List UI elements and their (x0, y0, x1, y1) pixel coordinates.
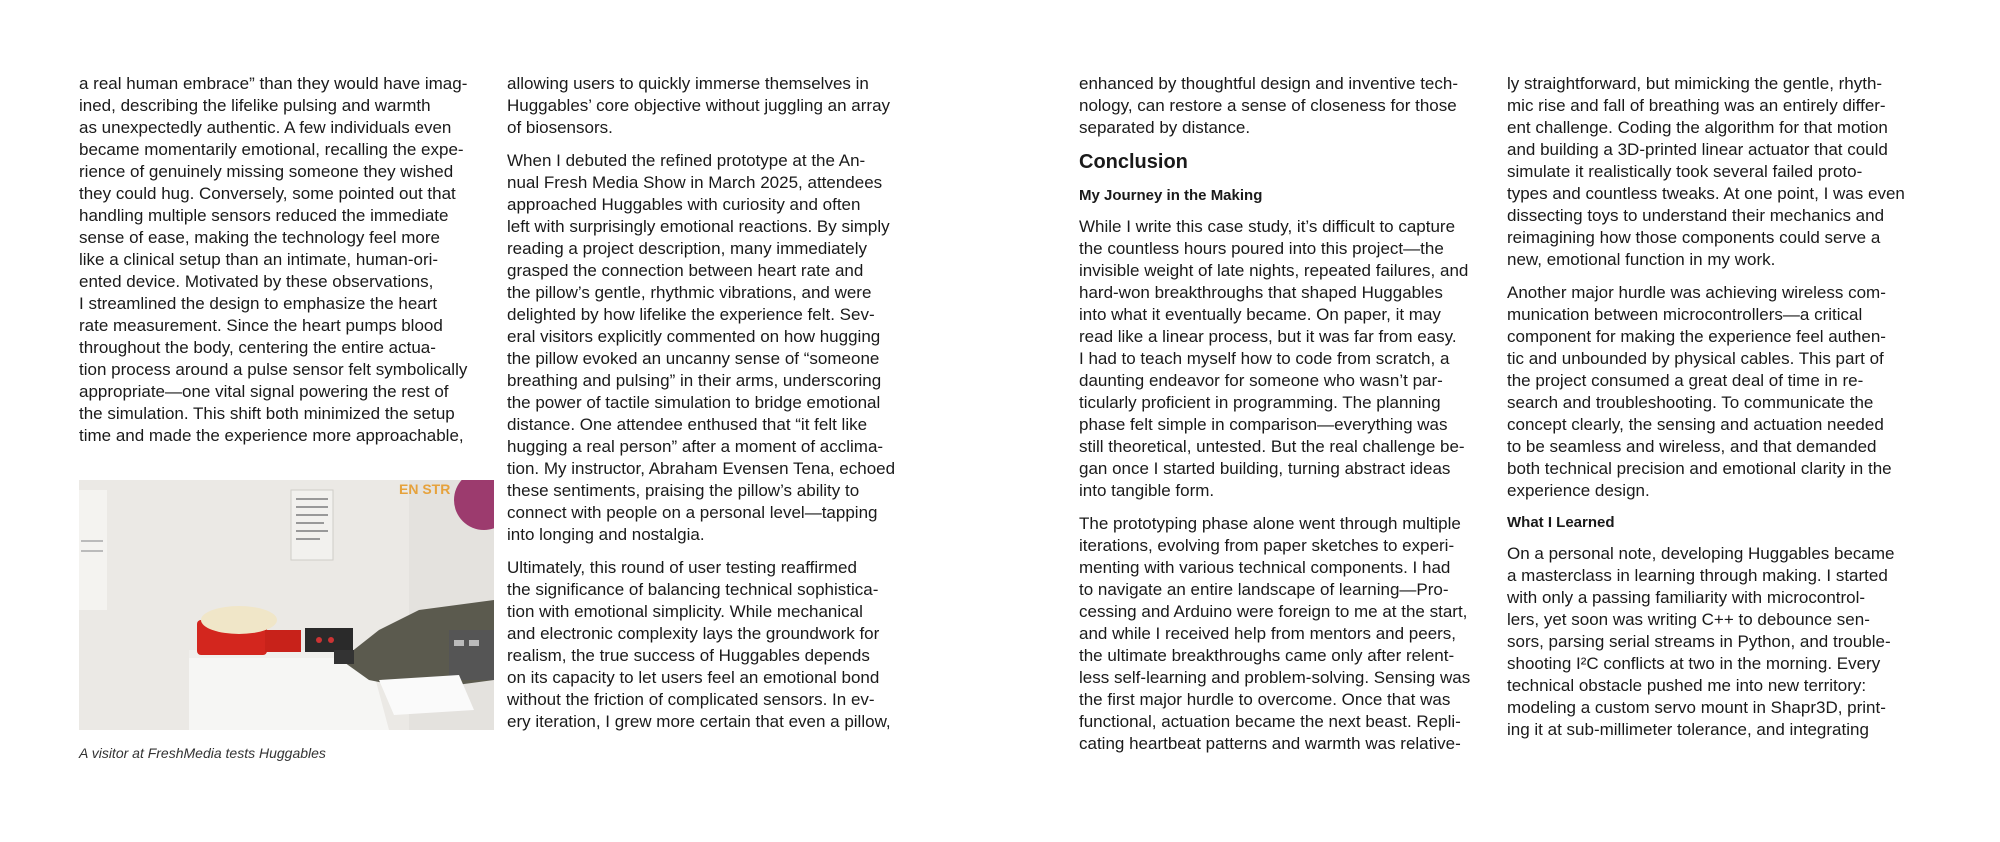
text-line: modeling a custom servo mount in Shapr3D, print- (1507, 698, 1886, 717)
text-line: new, emotional function in my work. (1507, 250, 1776, 269)
text-line: time and made the experience more approachable, (79, 426, 464, 445)
text-line: ent challenge. Coding the algorithm for that motion (1507, 118, 1888, 137)
text-line: read like a linear process, but it was far from easy. (1079, 327, 1457, 346)
text-line: approached Huggables with curiosity and often (507, 195, 861, 214)
text-line: iterations, evolving from paper sketches to experi- (1079, 536, 1455, 555)
text-line: they could hug. Conversely, some pointed out that (79, 184, 456, 203)
text-line: eral visitors explicitly commented on how hugging (507, 327, 881, 346)
paragraph (1507, 543, 1927, 741)
text-line: Another major hurdle was achieving wireless com- (1507, 283, 1886, 302)
paragraph (507, 557, 927, 733)
text-line: reimagining how those components could serve a (1507, 228, 1881, 247)
text-line: dissecting toys to understand their mechanics and (1507, 206, 1885, 225)
text-line: appropriate—one vital signal powering the rest of (79, 382, 449, 401)
text-line: the power of tactile simulation to bridge emotional (507, 393, 881, 412)
paragraph (1507, 73, 1927, 271)
text-line: ented device. Motivated by these observations, (79, 272, 434, 291)
text-line: sors, parsing serial streams in Python, and trouble- (1507, 632, 1891, 651)
text-line: simulate it realistically took several failed proto- (1507, 162, 1863, 181)
text-line: gan once I started building, turning abstract ideas (1079, 459, 1451, 478)
paragraph (1507, 282, 1927, 502)
text-line: concept clearly, the sensing and actuation needed (1507, 415, 1884, 434)
text-line: these sentiments, praising the pillow’s ability to (507, 481, 860, 500)
paragraph (1079, 513, 1499, 755)
text-line: and electronic complexity lays the groundwork for (507, 624, 880, 643)
subheading: What I Learned (1507, 514, 1615, 531)
text-line: the countless hours poured into this project—the (1079, 239, 1444, 258)
text-line: nual Fresh Media Show in March 2025, attendees (507, 173, 883, 192)
text-line: left with surprisingly emotional reactions. By simply (507, 217, 890, 236)
section-heading: Conclusion (1079, 151, 1188, 173)
text-line: realism, the true success of Huggables depends (507, 646, 870, 665)
text-line: I streamlined the design to emphasize the heart (79, 294, 438, 313)
text-line: daunting endeavor for someone who wasn’t par- (1079, 371, 1443, 390)
text-line: separated by distance. (1079, 118, 1251, 137)
text-line: to be seamless and wireless, and that demanded (1507, 437, 1877, 456)
column-4 (1507, 73, 1927, 752)
text-line: functional, actuation became the next beast. Repli- (1079, 712, 1461, 731)
text-line: on its capacity to let users feel an emotional bond (507, 668, 880, 687)
text-line: technical obstacle pushed me into new territory: (1507, 676, 1867, 695)
text-line: ery iteration, I grew more certain that even a pillow, (507, 712, 891, 731)
text-line: cessing and Arduino were foreign to me at the start, (1079, 602, 1468, 621)
text-line: ing it at sub-millimeter tolerance, and integrating (1507, 720, 1869, 739)
sign-text: EN STR (399, 481, 451, 497)
text-line: While I write this case study, it’s difficult to capture (1079, 217, 1456, 236)
text-line: Huggables’ core objective without juggling an array (507, 96, 891, 115)
text-line: connect with people on a personal level—tapping (507, 503, 878, 522)
text-line: shooting I²C conflicts at two in the morning. Every (1507, 654, 1881, 673)
text-line: lers, yet soon was writing C++ to debounce sen- (1507, 610, 1870, 629)
text-line: breathing and pulsing” in their arms, underscoring (507, 371, 882, 390)
text-line: like a clinical setup than an intimate, human-ori- (79, 250, 439, 269)
text-line: phase felt simple in comparison—everything was (1079, 415, 1448, 434)
text-line: the simulation. This shift both minimized the setup (79, 404, 455, 423)
text-line: less self-learning and problem-solving. Sensing was (1079, 668, 1471, 687)
text-line: tion process around a pulse sensor felt symbolically (79, 360, 468, 379)
text-line: into tangible form. (1079, 481, 1215, 500)
text-line: munication between microcontrollers—a critical (1507, 305, 1863, 324)
text-line: tion with emotional simplicity. While mechanical (507, 602, 863, 621)
text-line: handling multiple sensors reduced the immediate (79, 206, 449, 225)
column-2 (507, 73, 927, 744)
text-line: the first major hurdle to overcome. Once that was (1079, 690, 1451, 709)
text-line: hugging a real person” after a moment of acclima- (507, 437, 884, 456)
text-line: component for making the experience feel authen- (1507, 327, 1886, 346)
text-line: into longing and nostalgia. (507, 525, 705, 544)
text-line: and while I received help from mentors and peers, (1079, 624, 1457, 643)
text-line: ticularly proficient in programming. The planning (1079, 393, 1441, 412)
text-line: a real human embrace” than they would have imag- (79, 74, 468, 93)
text-line: On a personal note, developing Huggables became (1507, 544, 1895, 563)
text-line: experience design. (1507, 481, 1650, 500)
text-line: became momentarily emotional, recalling the expe- (79, 140, 464, 159)
column-3 (1079, 73, 1499, 766)
paragraph (507, 150, 927, 546)
text-line: Ultimately, this round of user testing reaffirmed (507, 558, 857, 577)
column-1 (79, 73, 499, 458)
text-line: invisible weight of late nights, repeated failures, and (1079, 261, 1469, 280)
paragraph (79, 73, 499, 447)
text-line: enhanced by thoughtful design and inventive tech- (1079, 74, 1458, 93)
text-line: I had to teach myself how to code from scratch, a (1079, 349, 1450, 368)
text-line: mic rise and fall of breathing was an entirely differ- (1507, 96, 1886, 115)
text-line: grasped the connection between heart rate and (507, 261, 864, 280)
text-line: delighted by how lifelike the experience felt. Sev- (507, 305, 875, 324)
text-line: allowing users to quickly immerse themselves in (507, 74, 869, 93)
text-line: with only a passing familiarity with microcontrol- (1507, 588, 1866, 607)
text-line: the significance of balancing technical sophistica- (507, 580, 879, 599)
paragraph (507, 73, 927, 139)
subheading: My Journey in the Making (1079, 187, 1263, 204)
text-line: still theoretical, untested. But the real challenge be- (1079, 437, 1465, 456)
text-line: reading a project description, many immediately (507, 239, 868, 258)
text-line: The prototyping phase alone went through multiple (1079, 514, 1461, 533)
text-line: distance. One attendee enthused that “it felt like (507, 415, 868, 434)
text-line: the pillow’s gentle, rhythmic vibrations, and were (507, 283, 872, 302)
text-line: and building a 3D-printed linear actuator that could (1507, 140, 1888, 159)
text-line: rience of genuinely missing someone they wished (79, 162, 454, 181)
text-line: menting with various technical components. I had (1079, 558, 1451, 577)
text-line: to navigate an entire landscape of learning—Pro- (1079, 580, 1449, 599)
paragraph (1079, 73, 1499, 139)
text-line: the ultimate breakthroughs came only after relent- (1079, 646, 1455, 665)
text-line: both technical precision and emotional clarity in the (1507, 459, 1892, 478)
text-line: the project consumed a great deal of time in re- (1507, 371, 1864, 390)
text-line: tion. My instructor, Abraham Evensen Tena, echoed (507, 459, 896, 478)
paragraph (1079, 216, 1499, 502)
text-line: search and troubleshooting. To communicate the (1507, 393, 1874, 412)
text-line: ly straightforward, but mimicking the gentle, rhyth- (1507, 74, 1883, 93)
visitor-photo (79, 480, 494, 730)
text-line: When I debuted the refined prototype at the An- (507, 151, 866, 170)
text-line: the pillow evoked an uncanny sense of “someone (507, 349, 880, 368)
text-line: sense of ease, making the technology feel more (79, 228, 440, 247)
text-line: throughout the body, centering the entire actua- (79, 338, 436, 357)
text-line: hard-won breakthroughs that shaped Huggables (1079, 283, 1443, 302)
text-line: of biosensors. (507, 118, 613, 137)
text-line: without the friction of complicated sensors. In ev- (507, 690, 875, 709)
text-line: tic and unbounded by physical cables. This part of (1507, 349, 1884, 368)
text-line: as unexpectedly authentic. A few individuals even (79, 118, 452, 137)
text-line: ined, describing the lifelike pulsing and warmth (79, 96, 431, 115)
photo-caption: A visitor at FreshMedia tests Huggables (79, 745, 326, 761)
text-line: cating heartbeat patterns and warmth was relative- (1079, 734, 1461, 753)
text-line: types and countless tweaks. At one point, I was even (1507, 184, 1905, 203)
text-line: a masterclass in learning through making. I started (1507, 566, 1888, 585)
text-line: nology, can restore a sense of closeness for those (1079, 96, 1457, 115)
text-line: rate measurement. Since the heart pumps blood (79, 316, 443, 335)
text-line: into what it eventually became. On paper, it may (1079, 305, 1441, 324)
